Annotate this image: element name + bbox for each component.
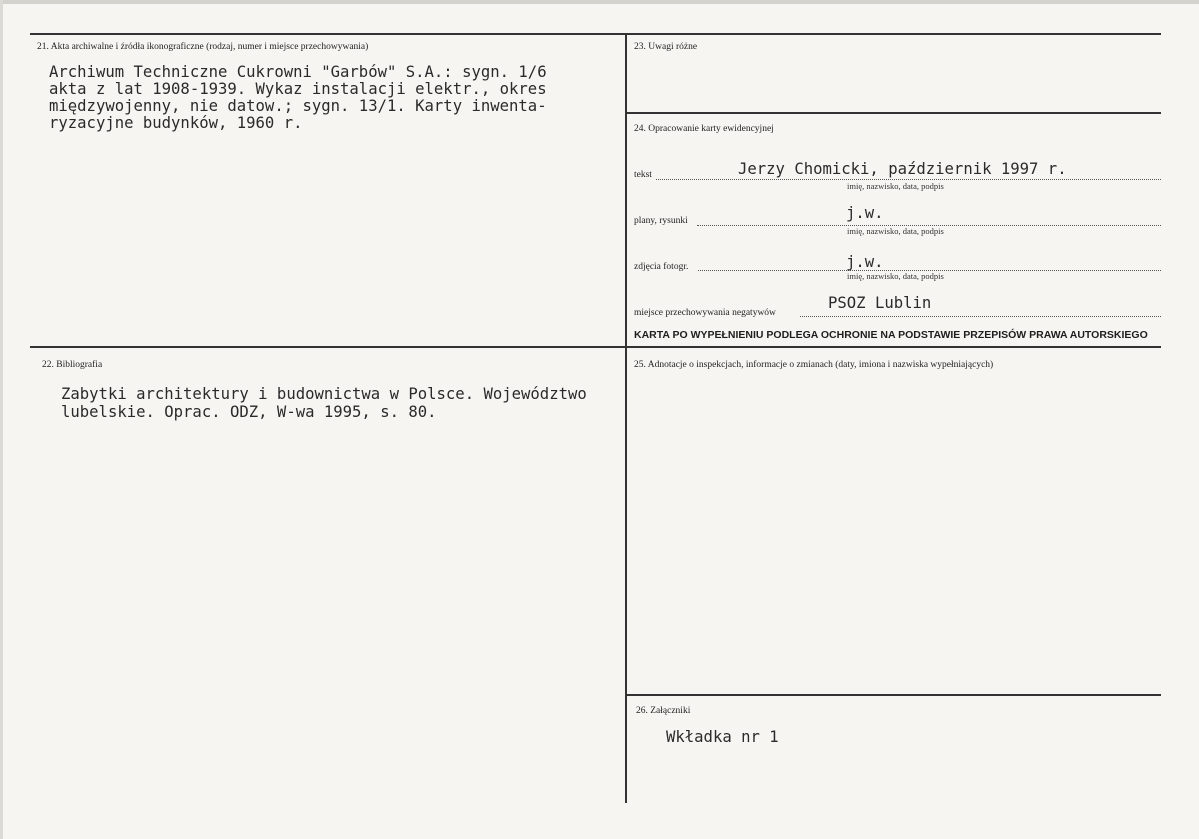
section-22-line-1: Zabytki architektury i budownictwa w Polsce. Województwo (61, 385, 587, 403)
section-24-label: 24. Opracowanie karty ewidencyjnej (634, 124, 774, 134)
tekst-dotted-line (656, 179, 1161, 180)
negatywy-label: miejsce przechowywania negatywów (634, 308, 776, 318)
section-21-line-3: międzywojenny, nie datow.; sygn. 13/1. Karty inwenta- (49, 97, 547, 115)
card-edge-top (0, 0, 1199, 4)
tekst-value: Jerzy Chomicki, październik 1997 r. (738, 160, 1067, 178)
plany-caption: imię, nazwisko, data, podpis (847, 226, 944, 236)
negatywy-dotted-line (800, 316, 1161, 317)
section-26-value: Wkładka nr 1 (666, 728, 779, 746)
zdjecia-label: zdjęcia fotogr. (634, 262, 689, 272)
plany-label: plany, rysunki (634, 216, 688, 226)
section-21-label: 21. Akta archiwalne i źródła ikonograficzne (rodzaj, numer i miejsce przechowywania) (37, 42, 369, 52)
section-21-line-1: Archiwum Techniczne Cukrowni "Garbów" S.A.: sygn. 1/6 (49, 63, 547, 81)
card-edge-left (0, 0, 3, 839)
plany-value: j.w. (846, 204, 884, 222)
top-rule (30, 33, 1161, 35)
zdjecia-value: j.w. (846, 253, 884, 271)
section-26-label: 26. Załączniki (636, 706, 691, 716)
rule-23-24 (626, 112, 1161, 114)
rule-25-26 (626, 694, 1161, 696)
tekst-caption: imię, nazwisko, data, podpis (847, 181, 944, 191)
copyright-notice: KARTA PO WYPEŁNIENIU PODLEGA OCHRONIE NA PODSTAWIE PRZEPISÓW PRAWA AUTORSKIEGO (634, 329, 1148, 341)
center-divider (625, 33, 627, 803)
section-21-line-4: ryzacyjne budynków, 1960 r. (49, 114, 303, 132)
tekst-label: tekst (634, 170, 652, 180)
zdjecia-caption: imię, nazwisko, data, podpis (847, 271, 944, 281)
section-23-label: 23. Uwagi różne (634, 42, 698, 52)
section-22-line-2: lubelskie. Oprac. ODZ, W-wa 1995, s. 80. (61, 403, 437, 421)
negatywy-value: PSOZ Lublin (828, 294, 932, 312)
section-25-label: 25. Adnotacje o inspekcjach, informacje o zmianach (daty, imiona i nazwiska wypełniających) (634, 360, 994, 370)
middle-rule (30, 346, 1161, 348)
section-21-line-2: akta z lat 1908-1939. Wykaz instalacji elektr., okres (49, 80, 547, 98)
section-22-label: 22. Bibliografia (42, 360, 103, 370)
